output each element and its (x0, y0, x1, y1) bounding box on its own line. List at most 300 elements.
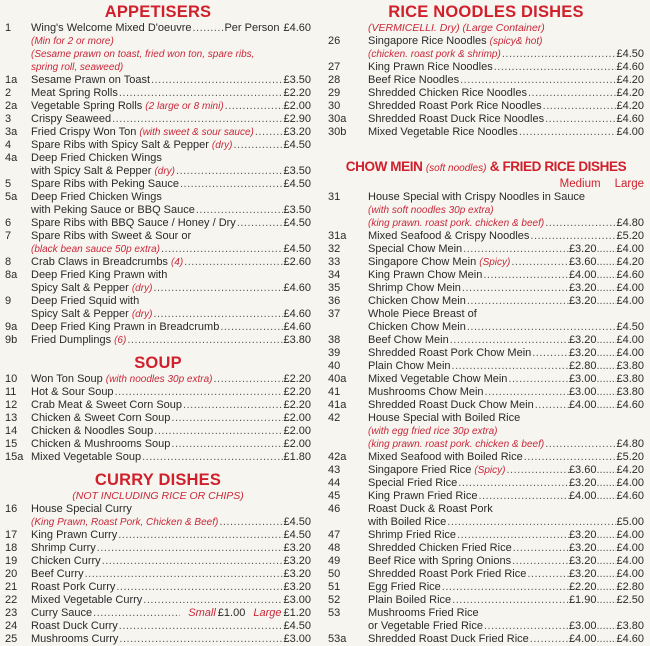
menu-item (328, 191, 644, 230)
item-name: Chicken Chow Mein (368, 321, 466, 333)
dot-leader (482, 269, 569, 282)
item-note: (king prawn. roast pork. chicken & beef) (368, 439, 545, 450)
item-price: £4.60 (283, 22, 311, 34)
item-price: £4.00 (616, 243, 644, 255)
menu-item (5, 633, 311, 646)
menu-item-line (328, 464, 644, 477)
menu-item (328, 490, 644, 503)
item-price: £3.50 (283, 204, 311, 216)
item-name: Plain Boiled Rice (368, 594, 452, 606)
item-price: £5.00 (616, 516, 644, 528)
item-number (328, 217, 368, 230)
menu-item-line (5, 295, 311, 308)
item-number: 5a (5, 191, 18, 203)
item-name: King Prawn Fried Rice (368, 490, 478, 502)
item-price: £4.80 (616, 217, 644, 229)
dot-leader (152, 308, 283, 321)
item-price: £4.00 (616, 477, 644, 489)
dot-leader (451, 360, 569, 373)
menu-item-line (328, 581, 644, 594)
menu-item (328, 464, 644, 477)
menu-item (328, 568, 644, 581)
menu-item-line (5, 542, 311, 555)
dot-leader (596, 243, 616, 256)
right-column (328, 3, 644, 646)
item-name: Chicken Curry (31, 555, 101, 567)
menu-item-line (5, 282, 311, 295)
item-name: Beef Curry (31, 568, 84, 580)
menu-item (328, 126, 644, 139)
menu-item-line (5, 386, 311, 399)
dot-leader (236, 217, 284, 230)
item-price: £1.80 (283, 451, 311, 463)
dot-leader (192, 22, 225, 35)
item-price: £3.20 (283, 542, 311, 554)
menu-item (5, 503, 311, 529)
dot-leader (544, 113, 616, 126)
menu-item (5, 87, 311, 100)
menu-item (5, 269, 311, 295)
section-title-text: APPETISERS (104, 3, 212, 21)
item-number: 49 (328, 555, 341, 567)
menu-item (5, 594, 311, 607)
item-number: 44 (328, 477, 341, 489)
menu-item (328, 256, 644, 269)
dot-leader (466, 321, 617, 334)
medium-price: £3.20 (568, 243, 597, 255)
item-note: (black bean sauce 50p extra) (31, 244, 160, 255)
item-number: 22 (5, 594, 18, 606)
dot-leader (150, 74, 283, 87)
item-name: Beef Rice Noodles (368, 74, 460, 86)
menu-item (5, 152, 311, 178)
item-price: £4.60 (283, 321, 311, 333)
item-note: (King Prawn, Roast Pork, Chicken & Beef) (31, 517, 219, 528)
menu-item-line (5, 503, 311, 516)
dot-leader (596, 477, 616, 490)
item-name: Spicy Salt & Pepper (31, 308, 129, 320)
medium-price: £3.00 (568, 373, 597, 385)
item-price: £2.00 (283, 425, 311, 437)
large-label: Large (253, 607, 282, 619)
dot-leader (232, 139, 283, 152)
item-number (328, 48, 368, 61)
dot-leader (544, 438, 616, 451)
item-name: Crispy Seaweed (31, 113, 112, 125)
item-price: £4.50 (283, 620, 311, 632)
item-number: 52 (328, 594, 341, 606)
dot-leader (459, 74, 616, 87)
item-number (328, 516, 368, 529)
section-subtitle: (VERMICELLI. Dry) (Large Container) (368, 22, 545, 34)
item-number: 13 (5, 412, 18, 424)
dot-leader (531, 347, 569, 360)
medium-price: £2.80 (568, 360, 597, 372)
item-number: 3a (5, 126, 18, 138)
item-name: Mushrooms Curry (31, 633, 119, 645)
item-name: King Prawn Rice Noodles (368, 61, 493, 73)
dot-leader (596, 347, 616, 360)
menu-item-line (328, 386, 644, 399)
item-name: Mixed Vegetable Rice Noodles (368, 126, 518, 138)
menu-item-line (5, 581, 311, 594)
item-price: £4.50 (283, 178, 311, 190)
medium-price: £3.00 (568, 620, 597, 632)
dot-leader (175, 165, 283, 178)
item-note: (king prawn. roast pork. chicken & beef) (368, 218, 545, 229)
item-number: 31 (328, 191, 341, 203)
item-name: Shrimp Chow Mein (368, 282, 461, 294)
item-name: Chicken & Sweet Corn Soup (31, 412, 171, 424)
medium-price: £3.20 (568, 568, 597, 580)
dot-leader (170, 438, 283, 451)
menu-item-line (328, 48, 644, 61)
item-price: £4.00 (616, 334, 644, 346)
medium-price: £3.20 (568, 477, 597, 489)
item-number: 28 (328, 74, 341, 86)
item-price: £4.60 (283, 282, 311, 294)
item-number: 40 (328, 360, 341, 372)
menu-item (5, 217, 311, 230)
menu-item-line (5, 113, 311, 126)
menu-item-line (5, 620, 311, 633)
dot-leader (596, 269, 616, 282)
dot-leader (84, 568, 284, 581)
item-number: 25 (5, 633, 18, 645)
dot-leader (477, 490, 569, 503)
menu-item (5, 22, 311, 74)
item-price: £2.20 (283, 87, 311, 99)
item-number: 40a (328, 373, 347, 385)
item-number: 37 (328, 308, 341, 320)
item-name: or Vegetable Fried Rice (368, 620, 483, 632)
menu-item (328, 269, 644, 282)
item-price: £5.20 (616, 451, 644, 463)
item-number: 45 (328, 490, 341, 502)
item-note: (Spicy) (474, 465, 506, 476)
menu-item-line (328, 412, 644, 425)
item-name: Special Chow Mein (368, 243, 463, 255)
item-number: 46 (328, 503, 341, 515)
item-number: 4 (5, 139, 12, 151)
menu-item-line (5, 74, 311, 87)
dot-leader (483, 620, 569, 633)
item-name: with Peking Sauce or BBQ Sauce (31, 204, 195, 216)
menu-item-line (5, 633, 311, 646)
menu-item (5, 373, 311, 386)
item-name: Shredded Roast Duck Fried Rice (368, 633, 529, 645)
item-name: Meat Spring Rolls (31, 87, 118, 99)
item-note: (dry) (211, 140, 233, 151)
section-title-text: SOUP (134, 354, 182, 372)
menu-item-line (328, 542, 644, 555)
dot-leader (457, 477, 569, 490)
item-price: £3.20 (283, 568, 311, 580)
menu-item-line (5, 152, 311, 165)
item-name: with Boiled Rice (368, 516, 447, 528)
item-price: £3.80 (616, 373, 644, 385)
menu-item (328, 347, 644, 360)
menu-item (5, 386, 311, 399)
dot-leader (512, 542, 569, 555)
dot-leader (182, 399, 283, 412)
item-name: Chicken & Mushrooms Soup (31, 438, 171, 450)
menu-item (5, 113, 311, 126)
menu-item-line (5, 607, 311, 620)
menu-item (328, 386, 644, 399)
dot-leader (118, 620, 284, 633)
menu-item-line (328, 529, 644, 542)
item-price: £2.60 (283, 256, 311, 268)
dot-leader (101, 555, 284, 568)
menu-item-line (328, 607, 644, 620)
menu-item-line (328, 360, 644, 373)
menu-item (328, 633, 644, 646)
menu-item-line (328, 399, 644, 412)
item-price: £2.20 (283, 373, 311, 385)
menu-item-line (328, 230, 644, 243)
menu-item (5, 74, 311, 87)
dot-leader (596, 490, 616, 503)
medium-price: £3.60 (568, 464, 597, 476)
item-price: £2.20 (283, 386, 311, 398)
item-number (328, 620, 368, 633)
item-number: 19 (5, 555, 18, 567)
medium-price: £3.20 (568, 555, 597, 567)
section-soup (5, 354, 311, 464)
menu-item-line (328, 87, 644, 100)
item-price: £1.20 (283, 607, 311, 619)
menu-item (328, 334, 644, 347)
menu-item (5, 321, 311, 334)
item-name: Singapore Rice Noodles (368, 35, 487, 47)
dot-leader (441, 581, 569, 594)
item-number: 47 (328, 529, 341, 541)
item-number: 1 (5, 22, 12, 34)
dot-leader (96, 542, 284, 555)
menu-item-line (328, 74, 644, 87)
section-title-text: CHOW MEIN (345, 159, 423, 174)
menu-item (328, 360, 644, 373)
item-price: £4.20 (616, 100, 644, 112)
dot-leader (152, 282, 283, 295)
menu-item-line (328, 269, 644, 282)
item-price: £4.20 (616, 464, 644, 476)
item-number: 38 (328, 334, 341, 346)
medium-price: £4.00 (568, 490, 597, 502)
small-label: Small (188, 607, 216, 619)
item-name: Shredded Roast Pork Fried Rice (368, 568, 527, 580)
item-price: £4.20 (616, 74, 644, 86)
menu-item (5, 542, 311, 555)
menu-item-line (328, 191, 644, 204)
item-name: Chicken & Noodles Soup (31, 425, 154, 437)
dot-leader (596, 360, 616, 373)
item-name: Mixed Vegetable Curry (31, 594, 143, 606)
menu-item-line (328, 516, 644, 529)
item-number: 29 (328, 87, 341, 99)
dot-leader (596, 633, 616, 646)
section-chow-mein (328, 157, 644, 646)
item-number: 5 (5, 178, 12, 190)
menu-item-line (5, 178, 311, 191)
item-number: 17 (5, 529, 18, 541)
item-number: 24 (5, 620, 18, 632)
medium-price: £4.00 (568, 399, 597, 411)
small-price: £1.00 (217, 607, 246, 619)
item-price: £3.80 (616, 360, 644, 372)
dot-leader (111, 113, 283, 126)
menu-item-line (328, 373, 644, 386)
item-name: House Special with Crispy Noodles in Sauce (368, 191, 586, 203)
dot-leader (596, 568, 616, 581)
item-note: (4) (170, 257, 184, 268)
item-name: King Prawn Curry (31, 529, 118, 541)
dot-leader (596, 282, 616, 295)
item-price: £2.00 (283, 412, 311, 424)
dot-leader (529, 230, 616, 243)
item-price: £3.00 (283, 633, 311, 645)
item-price: £4.00 (616, 529, 644, 541)
item-number: 41 (328, 386, 341, 398)
dot-leader (466, 295, 569, 308)
item-note: (chicken. roast pork & shrimp) (368, 49, 501, 60)
item-number: 31a (328, 230, 347, 242)
item-number (5, 61, 31, 74)
item-name: Spare Ribs with Sweet & Sour or (31, 230, 192, 242)
menu-item-line (5, 529, 311, 542)
menu-item (328, 594, 644, 607)
item-number: 50 (328, 568, 341, 580)
section-title (328, 3, 644, 22)
menu-item-line (328, 243, 644, 256)
dot-leader (92, 607, 180, 620)
item-number: 20 (5, 568, 18, 580)
item-number: 15 (5, 438, 18, 450)
menu-item (5, 178, 311, 191)
item-number: 6 (5, 217, 12, 229)
item-note: (Min for 2 or more) (31, 36, 114, 47)
item-name: Fried Dumplings (31, 334, 112, 346)
item-name: Fried Crispy Won Ton (31, 126, 137, 138)
item-price: £4.00 (616, 282, 644, 294)
item-number: 51 (328, 581, 341, 593)
menu-item (328, 477, 644, 490)
menu-item-line (328, 568, 644, 581)
menu-item-line (5, 48, 311, 61)
dot-leader (596, 334, 616, 347)
section-title (5, 471, 311, 490)
dot-leader (254, 126, 284, 139)
left-column (5, 3, 311, 646)
menu-item-line (328, 308, 644, 321)
item-number: 12 (5, 399, 18, 411)
item-number (5, 516, 31, 529)
menu-item-line (328, 555, 644, 568)
menu-item (328, 529, 644, 542)
menu-item (328, 451, 644, 464)
menu-item-line (5, 217, 311, 230)
dot-leader (456, 529, 569, 542)
menu-item (328, 35, 644, 61)
menu-item-line (5, 516, 311, 529)
menu-item-line (5, 243, 311, 256)
item-note: (with soft noodles 30p extra) (368, 205, 494, 216)
menu-item-line (328, 347, 644, 360)
item-number: 34 (328, 269, 341, 281)
menu-item-line (5, 321, 311, 334)
dot-leader (115, 581, 283, 594)
menu-item-line (5, 22, 311, 35)
dot-leader (596, 295, 616, 308)
medium-price: £3.20 (568, 347, 597, 359)
item-name: Mushrooms Chow Mein (368, 386, 484, 398)
menu-item-line (328, 451, 644, 464)
item-number (5, 48, 31, 61)
menu-item (328, 282, 644, 295)
menu-item (5, 334, 311, 347)
section-rice-noodles-dishes (328, 3, 644, 139)
dot-leader (462, 243, 569, 256)
item-number (5, 243, 31, 256)
dot-leader (484, 386, 569, 399)
item-number (5, 204, 31, 217)
dot-leader (493, 61, 617, 74)
item-price: £4.60 (283, 308, 311, 320)
price-qualifier: Per Person (224, 22, 280, 34)
large-column-header: Large (614, 178, 644, 190)
item-number (5, 308, 31, 321)
item-name: House Special with Boiled Rice (368, 412, 521, 424)
item-number: 53 (328, 607, 341, 619)
medium-price: £4.00 (568, 269, 597, 281)
item-name: Spare Ribs with BBQ Sauce / Honey / Dry (31, 217, 236, 229)
menu-item-line (5, 204, 311, 217)
item-name: Mixed Seafood & Crispy Noodles (368, 230, 530, 242)
item-number: 8a (5, 269, 18, 281)
menu-item (328, 373, 644, 386)
dot-leader (507, 373, 569, 386)
item-name: Vegetable Spring Rolls (31, 100, 143, 112)
item-name: Plain Chow Mein (368, 360, 451, 372)
menu-item-line (328, 334, 644, 347)
menu-item (328, 503, 644, 529)
item-note: (Sesame prawn on toast, fried won ton, spare ribs, (31, 49, 255, 60)
menu-item (328, 74, 644, 87)
item-note: (spicy& hot) (489, 36, 543, 47)
item-price: £4.00 (616, 555, 644, 567)
dot-leader (596, 464, 616, 477)
menu-item-line (5, 399, 311, 412)
item-number: 16 (5, 503, 18, 515)
menu-item-line (328, 256, 644, 269)
item-number (5, 165, 31, 178)
item-number (5, 282, 31, 295)
item-note: (dry) (154, 166, 176, 177)
section-title-text: RICE NOODLES DISHES (388, 3, 584, 21)
menu-item-line (328, 620, 644, 633)
item-number: 41a (328, 399, 347, 411)
menu-item (5, 126, 311, 139)
menu-item-line (328, 204, 644, 217)
section-title-rest: & FRIED RICE DISHES (489, 159, 627, 174)
item-number: 1a (5, 74, 18, 86)
item-price: £2.00 (283, 438, 311, 450)
dot-leader (446, 516, 616, 529)
menu-item-line (5, 35, 311, 48)
menu-item-line (328, 61, 644, 74)
item-name: with Spicy Salt & Pepper (31, 165, 152, 177)
